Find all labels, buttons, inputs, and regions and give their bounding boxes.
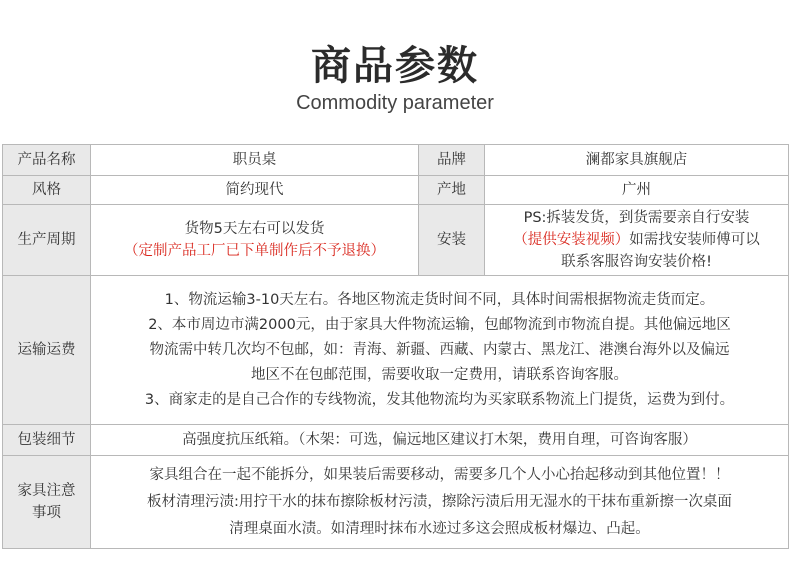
shipping-line: 1、物流运输3-10天左右。各地区物流走货时间不同，具体时间需根据物流走货而定。 (164, 291, 715, 308)
care-label (3, 456, 91, 549)
cycle-value (91, 205, 419, 276)
shipping-line: 3、商家走的是自己合作的专线物流，发其他物流均为买家联系物流上门提货，运费为到付。 (144, 391, 735, 408)
care-value (91, 456, 789, 549)
packaging-value: 高强度抗压纸箱。（木架：可选，偏远地区建议打木架，费用自理，可咨询客服） (91, 425, 789, 456)
table-row (3, 176, 789, 205)
brand-label: 品牌 (419, 145, 485, 176)
install-label: 安装 (419, 205, 485, 276)
style-value: 简约现代 (91, 176, 419, 205)
care-line: 板材清理污渍:用拧干水的抹布擦除板材污渍，擦除污渍后用无湿水的干抹布重新擦一次桌面 (147, 493, 732, 510)
custom-notice: （定制产品工厂已下单制作后不予退换） (124, 243, 385, 259)
care-label-line-1: 家具注意 (17, 483, 76, 499)
install-line-3: 联系客服咨询安装价格! (561, 254, 712, 270)
origin-value: 广州 (485, 176, 789, 205)
product-name-value: 职员桌 (91, 145, 419, 176)
install-video-note: （提供安装视频） (513, 232, 630, 248)
install-line-2 (485, 229, 788, 251)
care-line: 清理桌面水渍。如清理时抹布水迹过多这会照成板材爆边、凸起。 (229, 520, 650, 537)
parameter-table (2, 144, 789, 549)
shipping-line: 2、本市周边市满2000元，由于家具大件物流运输，包邮物流到市物流自提。其他偏远地区 (148, 316, 731, 333)
product-name-label: 产品名称 (3, 145, 91, 176)
shipping-value (91, 276, 789, 425)
shipping-line: 地区不在包邮范围，需要收取一定费用，请联系咨询客服。 (251, 366, 628, 383)
install-line-1: PS:拆装发货，到货需要亲自行安装 (523, 210, 750, 226)
table-row (3, 145, 789, 176)
style-label: 风格 (3, 176, 91, 205)
origin-label: 产地 (419, 176, 485, 205)
table-row (3, 205, 789, 276)
care-label-line-2: 事项 (32, 505, 61, 521)
install-line-2-text: 如需找安装师傅可以 (629, 232, 760, 248)
section-title: 商品参数 (311, 43, 479, 89)
cycle-label: 生产周期 (3, 205, 91, 276)
cycle-text: 货物5天左右可以发货 (184, 221, 325, 237)
table-row (3, 276, 789, 425)
care-line: 家具组合在一起不能拆分，如果装后需要移动，需要多几个人小心抬起移动到其他位置！！ (149, 466, 730, 483)
table-row (3, 456, 789, 549)
shipping-label: 运输运费 (3, 276, 91, 425)
shipping-line: 物流需中转几次均不包邮，如：青海、新疆、西藏、内蒙古、黑龙江、港澳台海外以及偏远 (149, 341, 730, 358)
install-value (485, 205, 789, 276)
packaging-label: 包装细节 (3, 425, 91, 456)
table-row (3, 425, 789, 456)
brand-value: 澜都家具旗舰店 (485, 145, 789, 176)
section-subtitle: Commodity parameter (296, 92, 494, 114)
